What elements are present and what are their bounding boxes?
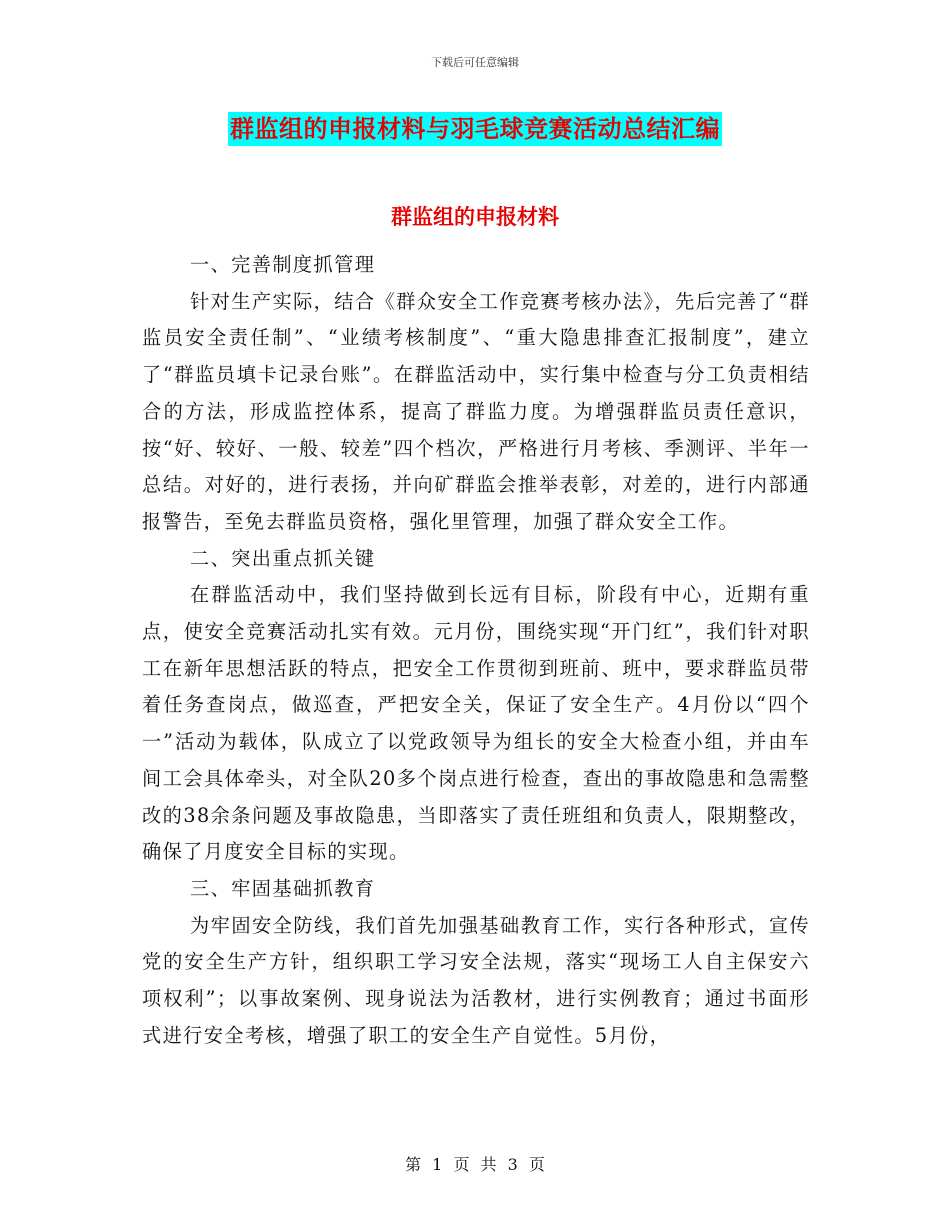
heading-2: 二、突出重点抓关键 bbox=[190, 546, 376, 570]
paragraph-1: 针对生产实际，结合《群众安全工作竞赛考核办法》，先后完善了“群监员安全责任制”、“业绩考核制度”、“重大隐患排查汇报制度”，建立了“群监员填卡记录台账”。在群监活动中，实行集中检查与分工负责相结合的方法，形成监控体系，提高了群监力度。为增强群监员责任意识，按“好、较好、一般、较差”四个档次，严格进行月考核、季测评、半年一总结。对好的，进行表扬，并向矿群监会推举表彰，对差的，进行内部通报警告，至免去群监员资格，强化里管理，加强了群众安全工作。 bbox=[142, 289, 810, 533]
paragraph-2: 在群监活动中，我们坚持做到长远有目标，阶段有中心，近期有重点，使安全竞赛活动扎实有效。元月份，围绕实现“开门红”，我们针对职工在新年思想活跃的特点，把安全工作贯彻到班前、班中，要求群监员带着任务查岗点，做巡查，严把安全关，保证了安全生产。4月份以“四个一”活动为载体，队成立了以党政领导为组长的安全大检查小组，并由车间工会具体牵头，对全队20多个岗点进行检查，查出的事故隐患和急需整改的38余条问题及事故隐患，当即落实了责任班组和负责人，限期整改，确保了月度安全目标的实现。 bbox=[142, 583, 810, 864]
document-body bbox=[142, 247, 810, 1054]
paragraph-3: 为牢固安全防线，我们首先加强基础教育工作，实行各种形式，宣传党的安全生产方针，组织职工学习安全法规，落实“现场工人自主保安六项权利”；以事故案例、现身说法为活教材，进行实例教育；通过书面形式进行安全考核，增强了职工的安全生产自觉性。5月份， bbox=[142, 913, 810, 1047]
main-title-container bbox=[0, 112, 950, 146]
header-note: 下载后可任意编辑 bbox=[431, 56, 519, 69]
main-title: 群监组的申报材料与羽毛球竞赛活动总结汇编 bbox=[228, 112, 722, 146]
heading-3: 三、牢固基础抓教育 bbox=[190, 876, 376, 900]
section-title: 群监组的申报材料 bbox=[391, 205, 559, 229]
heading-1: 一、完善制度抓管理 bbox=[190, 253, 376, 276]
page-footer: 第 1 页 共 3 页 bbox=[405, 1155, 545, 1174]
